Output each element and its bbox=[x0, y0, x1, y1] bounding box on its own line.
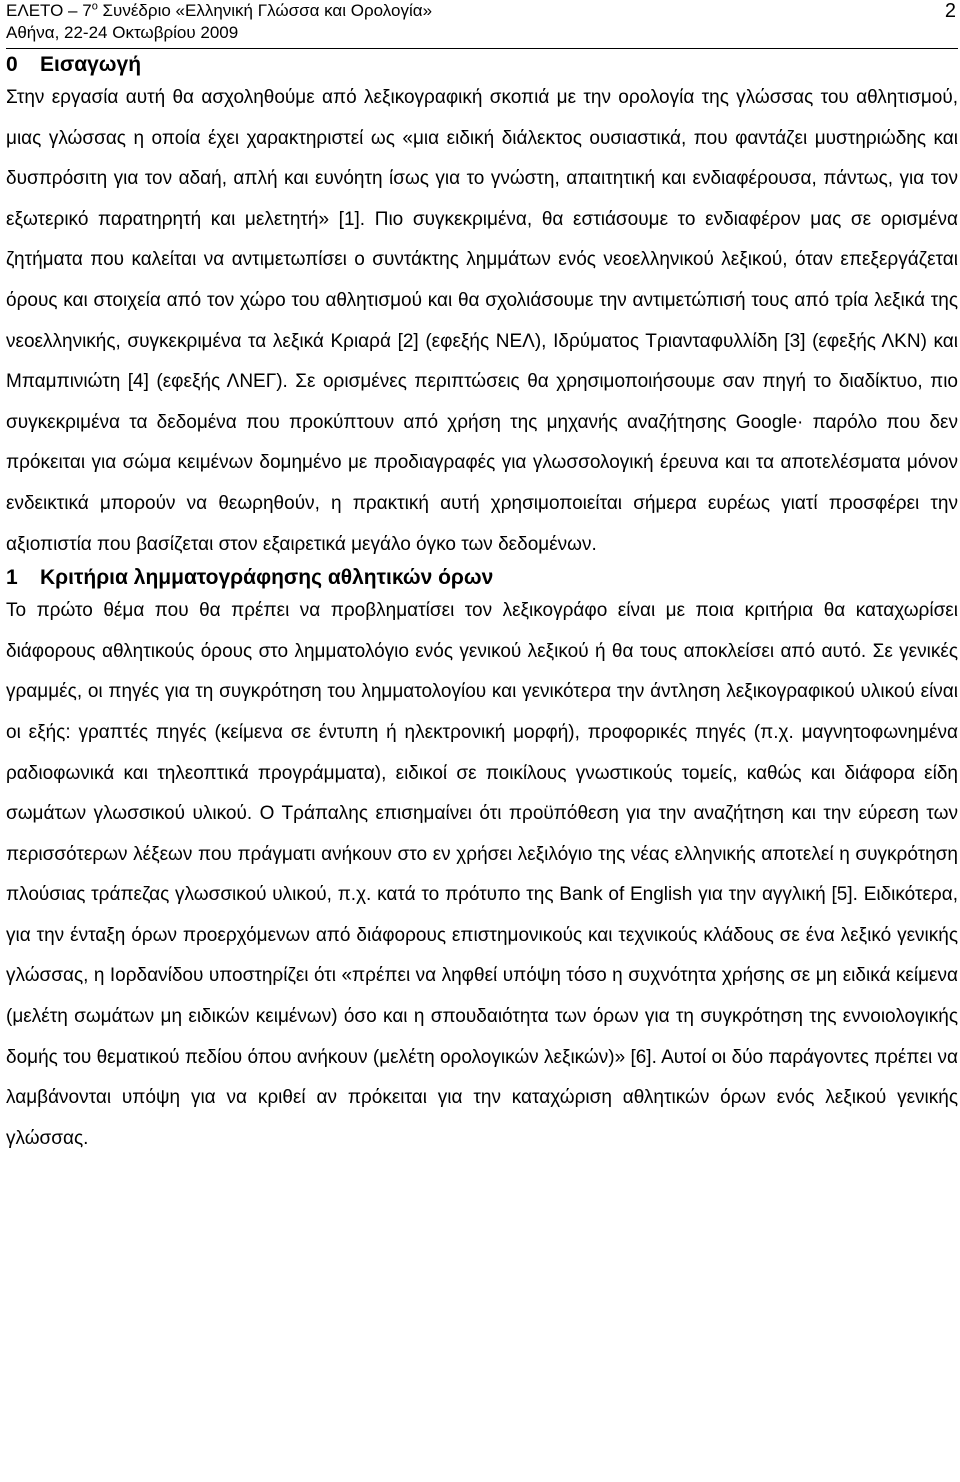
header-rule bbox=[6, 48, 958, 49]
section-body-introduction: Στην εργασία αυτή θα ασχοληθούμε από λεξικογραφική σκοπιά με την ορολογία της γλώσσας του αθλητισμού, μιας γλώσσας η οποία έχει χαρακτηριστεί ως «μια ειδική διάλεκτος ουσιαστικά, που φαντάζει μυστηριώδης και δυσπρόσιτη για τον αδαή, απλή και ευνόητη ίσως για το γνώστη, απαιτητική και ενδιαφέρουσα, πάντως, για τον εξωτερικό παρατηρητή και μελετητή» [1]. Πιο συγκεκριμένα, θα εστιάσουμε το ενδιαφέρον μας σε ορισμένα ζητήματα που καλείται να αντιμετωπίσει ο συντάκτης λημμάτων ενός νεοελληνικού λεξικού, όταν επεξεργάζεται όρους και στοιχεία από τον χώρο του αθλητισμού και θα σχολιάσουμε την αντιμετώπισή τους από τρία λεξικά της νεοελληνικής, συγκεκριμένα τα λεξικά Κριαρά [2] (εφεξής ΝΕΛ), Ιδρύματος Τριανταφυλλίδη [3] (εφεξής ΛΚΝ) και Μπαμπινιώτη [4] (εφεξής ΛΝΕΓ). Σε ορισμένες περιπτώσεις θα χρησιμοποιήσουμε σαν πηγή το διαδίκτυο, πιο συγκεκριμένα τα δεδομένα που προκύπτουν από χρήση της μηχανής αναζήτησης Google· παρόλο που δεν πρόκειται για σώμα κειμένων δομημένο με προδιαγραφές για γλωσσολογική έρευνα και τα αποτελέσματα μόνον ενδεικτικά μπορούν να θεωρηθούν, η πρακτική αυτή χρησιμοποιείται σήμερα ευρέως γιατί προσφέρει την αξιοπιστία που βασίζεται στον εξαιρετικά μεγάλο όγκο των δεδομένων. bbox=[6, 87, 958, 555]
conference-title-suffix: Συνέδριο «Ελληνική Γλώσσα και Ορολογία» bbox=[97, 1, 433, 20]
section-number: 0 bbox=[6, 53, 18, 76]
section-heading-introduction bbox=[6, 52, 958, 78]
section-title: Κριτήρια λημματογράφησης αθλητικών όρων bbox=[40, 566, 494, 590]
section-body-criteria: Το πρώτο θέμα που θα πρέπει να προβληματίσει τον λεξικογράφο είναι με ποια κριτήρια θα καταχωρίσει διάφορους αθλητικούς όρους στο λημματολόγιο ενός γενικού λεξικού ή θα τους αποκλείσει από αυτό. Σε γενικές γραμμές, οι πηγές για τη συγκρότηση του λημματολογίου και γενικότερα την άντληση λεξικογραφικού υλικού είναι οι εξής: γραπτές πηγές (κείμενα σε έντυπη ή ηλεκτρονική μορφή), προφορικές πηγές (π.χ. μαγνητοφωνημένα ραδιοφωνικά και τηλεοπτικά προγράμματα), ειδικοί σε ποικίλους γνωστικούς τομείς, καθώς και διάφορα είδη σωμάτων γλωσσικού υλικού. Ο Τράπαλης επισημαίνει ότι προϋπόθεση για την αναζήτηση και την εύρεση των περισσότερων λέξεων που πράγματι ανήκουν στο εν χρήσει λεξιλόγιο της νέας ελληνικής αποτελεί η συγκρότηση πλούσιας τράπεζας γλωσσικού υλικού, π.χ. κατά το πρότυπο της Bank of English για την αγγλική [5]. Ειδικότερα, για την ένταξη όρων προερχόμενων από διάφορους επιστημονικούς και τεχνικούς κλάδους σε ένα λεξικό γενικής γλώσσας, η Ιορδανίδου υποστηρίζει ότι «πρέπει να ληφθεί υπόψη τόσο η συχνότητα χρήσης σε μη ειδικά κείμενα (μελέτη σωμάτων μη ειδικών κειμένων) όσο και η σπουδαιότητα των όρων για τη συγκρότηση της εννοιολογικής δομής του θεματικού πεδίου όπου ανήκουν (μελέτη ορολογικών λεξικών)» [6]. Αυτοί οι δύο παράγοντες πρέπει να λαμβάνονται υπόψη για να κριθεί αν πρόκειται για την καταχώριση αθλητικών όρων ενός λεξικού γενικής γλώσσας. bbox=[6, 600, 958, 1149]
ordinal-superscript: ο bbox=[91, 0, 98, 13]
page-number: 2 bbox=[944, 0, 956, 22]
section-title: Εισαγωγή bbox=[40, 53, 142, 76]
page-header bbox=[6, 0, 958, 52]
conference-title bbox=[6, 0, 432, 21]
conference-location-date: Αθήνα, 22-24 Οκτωβρίου 2009 bbox=[6, 23, 239, 42]
conference-title-prefix: ΕΛΕΤΟ – 7 bbox=[6, 1, 92, 20]
section-heading-criteria bbox=[6, 565, 958, 591]
document-page bbox=[6, 0, 958, 1159]
section-number: 1 bbox=[6, 566, 18, 590]
